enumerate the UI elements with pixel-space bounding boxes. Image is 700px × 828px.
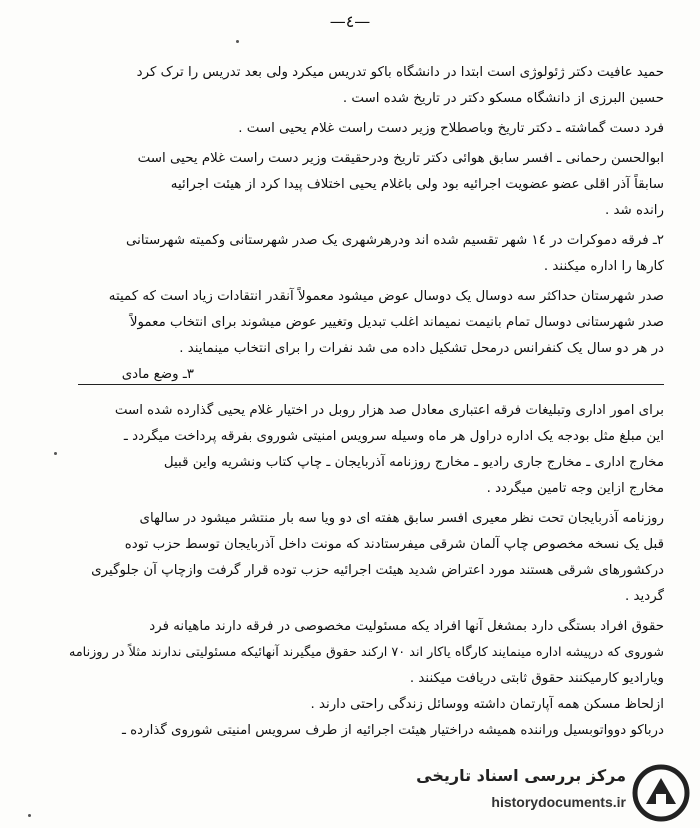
watermark-url: historydocuments.ir: [491, 794, 626, 810]
text-line: حسین البرزی از دانشگاه مسکو دکتر در تاریخ شده است .: [342, 91, 664, 106]
text-line: سابقاً آذر اقلی عضو عضویت اجرائیه بود ولی باغلام یحیی اختلاف پیدا کرد از هیئت اجرائیه: [170, 177, 664, 192]
scan-speck: [54, 452, 57, 455]
text-line: صدر شهرستان حداکثر سه دوسال یک دوسال عوض میشود معمولاً آنقدر انتقادات زیاد است که کمیته: [108, 289, 664, 304]
text-line: درباکو دوواتوبسیل وراننده همیشه دراختیار هیئت اجرائیه از طرف سرویس امنیتی شوروی گذارده ـ: [121, 723, 664, 738]
section-heading-row: [58, 362, 664, 388]
text-line: ٢ـ فرقه دموکرات در ١٤ شهر تقسیم شده اند ودرهرشهری یک صدر شهرستانی وکمیته شهرستانی: [125, 233, 664, 248]
text-line: در هر دو سال یک کنفرانس درمحل تشکیل داده می شد نفرات را برای انتخاب مینمایند .: [179, 341, 664, 356]
section-heading: ٣ـ وضع مادی: [121, 367, 194, 382]
text-line: حقوق افراد بستگی دارد بمشغل آنها افراد یکه مسئولیت مخصوصی در فرقه دارند ماهیانه فرد: [149, 619, 664, 634]
text-line: رانده شد .: [605, 203, 664, 218]
scan-speck: [236, 40, 239, 43]
text-line: گردید .: [625, 589, 664, 604]
heading-rule: [78, 384, 664, 385]
document-body: [58, 60, 664, 744]
text-line: برای امور اداری وتبلیغات فرقه اعتباری معادل صد هزار روبل در اختیار غلام یحیی گذارده شده است: [114, 403, 664, 418]
archive-logo-icon: [632, 764, 690, 822]
text-line: این مبلغ مثل بودجه یک اداره دراول هر ماه وسیله سرویس امنیتی شوروی بفرقه پرداخت میگردد ـ: [123, 429, 664, 444]
text-line: شوروی که درپیشه اداره مینمایند کارگاه یاکار اند ٧٠ ارکند حقوق میگیرند آنهائیکه مسئولیتی ندارند مثلاً در روزنامه: [68, 645, 664, 660]
text-line: قبل یک نسخه مخصوص چاپ آلمان شرقی میفرستادند که مونت داخل آذربایجان توسط حزب توده: [124, 537, 664, 552]
text-line: درکشورهای شرقی هستند مورد اعتراض شدید هیئت اجرائیه حزب توده قرار گرفت وازچاپ آن جلوگیری: [91, 563, 664, 578]
text-line: فرد دست گماشته ـ دکتر تاریخ وباصطلاح وزیر دست راست غلام یحیی است .: [238, 121, 664, 136]
watermark-title: مرکز بررسی اسناد تاریخی: [416, 766, 626, 785]
text-line: روزنامه آذربایجان تحت نظر معیری افسر سابق هفته ای دو ویا سه بار منتشر میشود در سالهای: [139, 511, 664, 526]
text-line: ویارادیو کارمیکنند حقوق ثابتی دریافت میکنند .: [409, 671, 664, 686]
text-line: کارها را اداره میکنند .: [543, 259, 664, 274]
text-line: ابوالحسن رحمانی ـ افسر سابق هوائی دکتر تاریخ ودرحقیقت وزیر دست راست غلام یحیی است: [137, 151, 664, 166]
scan-speck: [28, 814, 31, 817]
watermark: [390, 764, 690, 822]
text-line: صدر شهرستانی دوسال تمام بانیمت نمیماند اغلب تبدیل وتغییر عوض میشوند برای انتخاب معمولاً: [129, 315, 664, 330]
text-line: ازلحاظ مسکن همه آپارتمان داشته ووسائل زندگی راحتی دارند .: [310, 697, 664, 712]
text-line: مخارج اداری ـ مخارج جاری رادیو ـ مخارج روزنامه آذربایجان ـ چاپ کتاب ونشریه واین قبیل: [163, 455, 664, 470]
page-number: —٤—: [329, 12, 371, 31]
text-line: مخارج ازاین وجه تامین میگردد .: [486, 481, 664, 496]
text-line: حمید عافیت دکتر ژئولوژی است ابتدا در دانشگاه باکو تدریس میکرد ولی بعد تدریس را ترک کرد: [136, 65, 664, 80]
